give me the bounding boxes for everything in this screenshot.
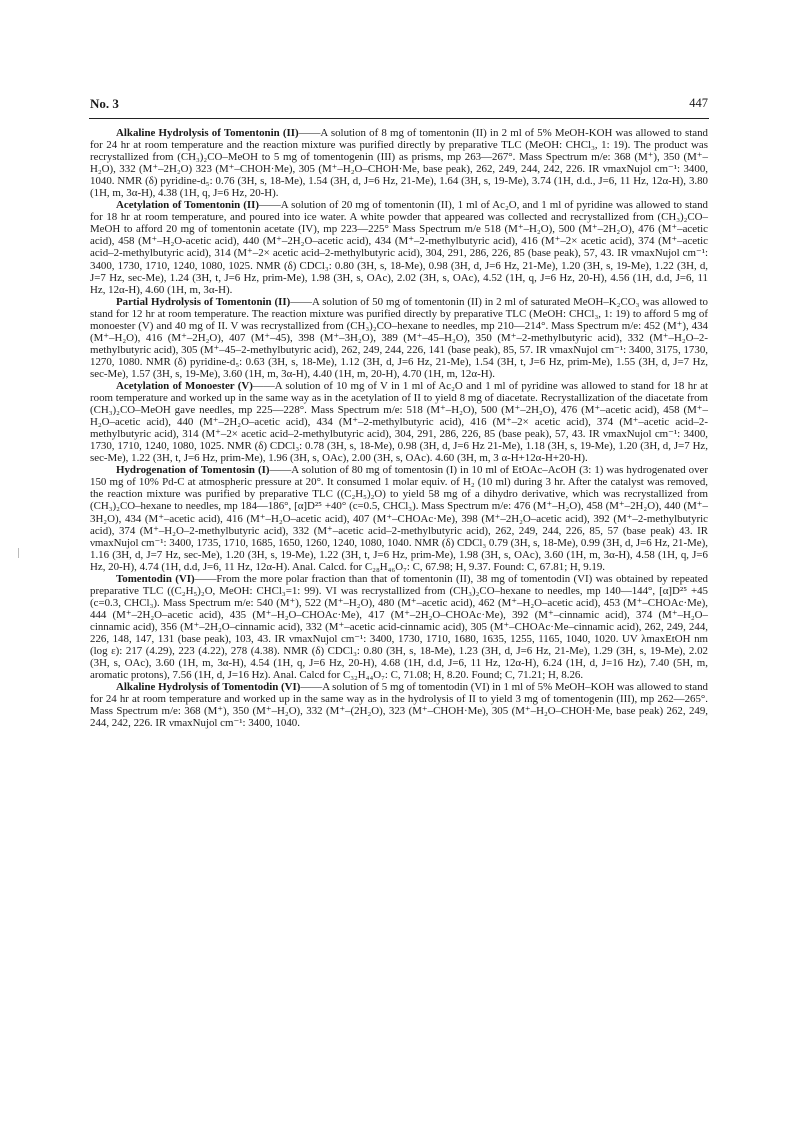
section-alkaline-hydrolysis-tomentonin	[90, 127, 708, 199]
section-heading: Tomentodin (VI)	[116, 572, 195, 585]
section-hydrogenation-tomentosin	[90, 464, 708, 572]
header-rule	[89, 118, 709, 119]
section-heading: Acetylation of Monoester (V)	[116, 379, 253, 392]
section-text: ——A solution of 50 mg of tomentonin (II) in 2 ml of saturated MeOH–K₂CO₃ was allowed to stand for 12 hr at room temperature. The reaction mixture was purified directly by preparative TLC (MeOH: CHCl₃, 1: 19) to afford 5 mg of monoester (V) and 40 mg of II. V was recrystallized from (CH₃)₂CO–hexane to needles, mp 210—214°. Mass Spectrum m/e: 452 (M⁺), 434 (M⁺–H₂O), 416 (M⁺–2H₂O), 407 (M⁺–45), 398 (M⁺–3H₂O), 389 (M⁺–45–H₂O), 350 (M⁺–2-methylbutyric acid), 332 (M⁺–H₂O–2-methylbutyric acid), 305 (M⁺–45–2-methylbutyric acid), 262, 249, 244, 226, 141 (base peak), 85, 57. IR νmaxNujol cm⁻¹: 3400, 3175, 1730, 1270, 1080. NMR (δ) pyridine-d₅: 0.63 (3H, s, 18-Me), 1.12 (3H, d, J=6 Hz, 21-Me), 1.54 (3H, t, J=6 Hz, prim-Me), 1.55 (3H, d, J=7 Hz, sec-Me), 1.57 (3H, s, 19-Me), 3.60 (1H, m, 3α-H), 4.40 (1H, m, 20-H), 4.70 (1H, m, 12α-H).	[90, 295, 708, 380]
section-tomentodin	[90, 573, 708, 681]
section-acetylation-tomentonin	[90, 199, 708, 295]
issue-number: No. 3	[90, 96, 119, 111]
section-text: ——A solution of 5 mg of tomentodin (VI) in 1 ml of 5% MeOH–KOH was allowed to stand for 24 hr at room temperature and worked up in the same way as in the hydrolysis of II to yield 3 mg of tomentogenin (III), mp 262—265°. Mass Spectrum m/e: 368 (M⁺), 350 (M⁺–H₂O), 332 (M⁺–(2H₂O), 323 (M⁺–CHOH·Me), 305 (M⁺–H₂O–CHOH·Me, base peak) 262, 249, 244, 242, 226. IR νmaxNujol cm⁻¹: 3400, 1040.	[90, 681, 708, 730]
section-alkaline-hydrolysis-tomentodin	[90, 681, 708, 729]
section-heading: Acetylation of Tomentonin (II)	[116, 199, 259, 212]
page-number: 447	[689, 96, 708, 110]
section-text: ——A solution of 80 mg of tomentosin (I) in 10 ml of EtOAc–AcOH (3: 1) was hydrogenated over 150 mg of 10% Pd-C at atmospheric pressure at 20°. It consumed 1 molar equiv. of H₂ (10 ml) during 3 hr. After the catalyst was removed, the reaction mixture was purified by preparative TLC ((C₂H₅)₂O) to yield 58 mg of a dihydro derivative, which was recrystallized from (CH₃)₂CO–hexane to needles, mp 184—186°, [α]D²⁵ +40° (c=0.5, CHCl₃). Mass Spectrum m/e: 476 (M⁺–H₂O), 458 (M⁺–2H₂O), 440 (M⁺–3H₂O), 434 (M⁺–acetic acid), 416 (M⁺–H₂O–acetic acid), 407 (M⁺–CHOAc·Me), 398 (M⁺–2H₂O–acetic acid), 392 (M⁺–2-methylbutyric acid), 374 (M⁺–H₂O–2-methylbutyric acid), 332 (M⁺–acetic acid–2-methylbutyric acid), 262, 249, 244, 226, 85, 57 (base peak) 43. IR νmaxNujol cm⁻¹: 3400, 1735, 1710, 1685, 1650, 1260, 1240, 1080, 1040. NMR (δ) CDCl₃ 0.79 (3H, s, 18-Me), 0.99 (3H, d, J=6 Hz, 21-Me), 1.16 (3H, d, J=7 Hz, sec-Me), 1.20 (3H, s, 19-Me), 1.22 (3H, t, J=6 Hz, prim-Me), 1.98 (3H, s, OAc), 3.60 (1H, m, 3α-H), 4.58 (1H, q, J=6 Hz, 20-H), 4.74 (1H, d.d, J=6, 11 Hz, 12α-H). Anal. Calcd. for C₂₈H₄₆O₇: C, 67.98; H, 9.37. Found: C, 67.81; H, 9.19.	[90, 464, 709, 573]
experimental-text	[90, 127, 708, 729]
section-acetylation-monoester	[90, 380, 708, 464]
section-text: ——A solution of 8 mg of tomentonin (II) in 2 ml of 5% MeOH-KOH was allowed to stand for 24 hr at room temperature and the reaction mixture was purified directly by preparative TLC (MeOH: CHCl₃, 1: 19). The product was recrystallized from (CH₃)₂CO–MeOH to 5 mg of tomentogenin (III) as prisms, mp 263—267°. Mass Spectrum m/e: 368 (M⁺), 350 (M⁺–H₂O), 332 (M⁺–2H₂O) 323 (M⁺–CHOH·Me), 305 (M⁺–H₂O–CHOH·Me, base peak), 262, 249, 244, 242, 226. IR νmaxNujol cm⁻¹: 3400, 1040. NMR (δ) pyridine-d₅: 0.76 (3H, s, 18-Me), 1.54 (3H, d, J=6 Hz, 21-Me), 1.64 (3H, s, 19-Me), 3.74 (1H, d.d., J=6, 11 Hz, 12α-H), 3.80 (1H, m, 3α-H), 4.38 (1H, q, J=6 Hz, 20-H).	[90, 127, 708, 200]
section-text: ——A solution of 10 mg of V in 1 ml of Ac₂O and 1 ml of pyridine was allowed to stand for 18 hr at room temperature and worked up in the same way as in the acetylation of II to yield 8 mg of diacetate. Recrystallization of the diacetate from (CH₃)₂CO–MeOH gave needles, mp 225—228°. Mass Spectrum m/e: 518 (M⁺–H₂O), 500 (M⁺–2H₂O), 476 (M⁺–acetic acid), 458 (M⁺–H₂O–acetic acid), 440 (M⁺–2H₂O–acetic acid), 434 (M⁺–2-methylbutyric acid), 416 (M⁺–2× acetic acid), 374 (M⁺–acetic acid–2-methylbutyric acid), 314 (M⁺–2× acetic acid–2-methylbutyric acid), 304, 291, 286, 226, 85 (base peak), 57, 43. IR νmaxNujol cm⁻¹: 3400, 1730, 1710, 1240, 1080, 1025. NMR (δ) CDCl₃: 0.78 (3H, s, 18-Me), 0.98 (3H, d, J=6 Hz 21-Me), 1.18 (3H, s, 19-Me), 1.20 (3H, d, J=7 Hz, sec-Me), 1.22 (3H, t, J=6 Hz, prim-Me), 1.96 (3H, s, OAc), 2.00 (3H, s, OAc). 4.60 (3H, m, 3 α-H+12α-H+20-H).	[90, 379, 708, 465]
section-text: ——A solution of 20 mg of tomentonin (II), 1 ml of Ac₂O, and 1 ml of pyridine was allowed to stand for 18 hr at room temperature, and poured into ice water. A white powder that appeared was collected and recrystallized from (CH₃)₂CO–MeOH to afford 20 mg of tomentonin acetate (IV), mp 223—225° Mass Spectrum m/e 518 (M⁺–H₂O), 500 (M⁺–2H₂O), 476 (M⁺–acetic acid), 458 (M⁺–H₂O-acetic acid), 440 (M⁺–2H₂O–acetic acid), 434 (M⁺–2-methylbutyric acid), 416 (M⁺–2× acetic acid), 374 (M⁺–acetic acid–2-methylbutyric acid), 314 (M⁺–2× acetic acid–2-methylbutyric acid), 304, 291, 286, 226, 85 (base peak), 57, 43. IR νmaxNujol cm⁻¹: 3400, 1730, 1710, 1240, 1080, 1025. NMR (δ) CDCl₃: 0.80 (3H, s, 18-Me), 0.98 (3H, d, J=6 Hz, 21-Me), 1.20 (3H, s, 19-Me), 1.22 (3H, d, J=7 Hz, sec-Me), 1.24 (3H, t, J=6 Hz, prim-Me), 1.98 (3H, s, OAc), 2.02 (3H, s, OAc), 4.52 (1H, q, J=6 Hz, 20-H), 4.56 (1H, d.d, J=6, 11 Hz, 12α-H), 4.60 (1H, m, 3α-H).	[90, 199, 708, 296]
margin-mark	[18, 548, 19, 558]
section-text: ——From the more polar fraction than that of tomentonin (II), 38 mg of tomentodin (VI) was obtained by repeated preparative TLC ((C₂H₅)₂O, MeOH: CHCl₃=1: 99). VI was recrystallized from (CH₃)₂CO–hexane to needles, mp 140—144°, [α]D²⁵ +45 (c=0.3, CHCl₃). Mass Spectrum m/e: 540 (M⁺), 522 (M⁺–H₂O), 480 (M⁺–acetic acid), 462 (M⁺–H₂O–acetic acid), 453 (M⁺–CHOAc·Me), 444 (M⁺–2H₂O–acetic acid), 435 (M⁺–H₂O–CHOAc·Me), 417 (M⁺–2H₂O–CHOAc·Me), 392 (M⁺–cinnamic acid), 374 (M⁺–H₂O–cinnamic acid), 356 (M⁺–2H₂O–cinnamic acid), 332 (M⁺–acetic acid-cinnamic acid), 305 (M⁺–CHOAc·Me–cinnamic acid), 262, 249, 244, 226, 148, 147, 131 (base peak), 103, 43. IR νmaxNujol cm⁻¹: 3400, 1730, 1710, 1680, 1635, 1255, 1165, 1040, 1020. UV λmaxEtOH nm (log ε): 217 (4.29), 223 (4.22), 278 (4.38). NMR (δ) CDCl₃: 0.80 (3H, s, 18-Me), 1.23 (3H, d, J=6 Hz, 21-Me), 1.29 (3H, s, 19-Me), 2.02 (3H, s, OAc), 3.60 (1H, m, 3α-H), 4.54 (1H, q, J=6 Hz, 20-H), 4.68 (1H, d.d, J=6, 11 Hz, 12α-H), 6.24 (1H, d, J=16 Hz), 7.40 (5H, m, aromatic protons), 7.56 (1H, d, J=16 Hz). Anal. Calcd for C₃₂H₄₄O₇: C, 71.08; H, 8.20. Found; C, 71.21; H, 8.26.	[90, 572, 708, 682]
section-heading: Alkaline Hydrolysis of Tomentodin (VI)	[116, 681, 301, 694]
section-heading: Alkaline Hydrolysis of Tomentonin (II)	[116, 127, 299, 139]
section-heading: Partial Hydrolysis of Tomentonin (II)	[116, 295, 291, 308]
page-header	[90, 96, 708, 116]
section-heading: Hydrogenation of Tomentosin (I)	[116, 464, 270, 477]
section-partial-hydrolysis-tomentonin	[90, 296, 708, 380]
